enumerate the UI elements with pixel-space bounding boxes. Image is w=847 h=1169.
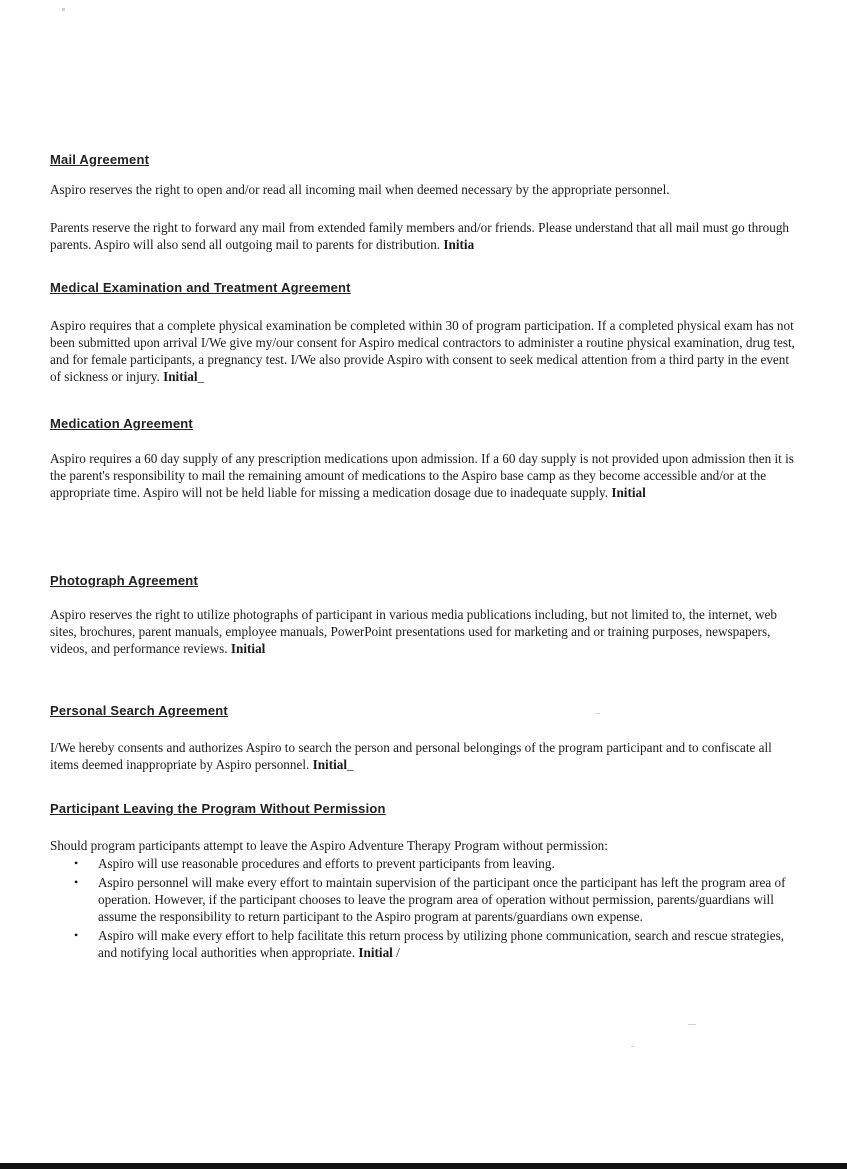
medical-agreement-initial: Initial bbox=[163, 369, 198, 384]
leaving-program-bullet-2: Aspiro personnel will make every effort to maintain supervision of the participant once the participant has left the program area of operation. However, if the participant chooses to leave the program area of operation without permission, parents/guardians will assume the responsibility to return participant to the Aspiro program at parents/guardians own expense. bbox=[98, 875, 786, 924]
mail-agreement-paragraph-1: Aspiro reserves the right to open and/or read all incoming mail when deemed necessary by the appropriate personnel. bbox=[50, 182, 670, 197]
personal-search-paragraph: I/We hereby consents and authorizes Aspiro to search the person and personal belongings of the program participant and to confiscate all items deemed inappropriate by Aspiro personnel. Initial_ bbox=[50, 740, 772, 772]
medication-agreement-text: Aspiro requires a 60 day supply of any prescription medications upon admission. If a 60 day supply is not provided upon admission then it is the parent's responsibility to mail the remaining amount of medications to the Aspiro base camp as they become accessible and/or at the appropriate time. Aspiro will not be held liable for missing a medication dosage due to inadequate supply. bbox=[50, 451, 794, 500]
mail-agreement-heading: Mail Agreement bbox=[50, 152, 150, 167]
photograph-agreement-heading: Photograph Agreement bbox=[50, 573, 198, 588]
medical-agreement-text: Aspiro requires that a complete physical examination be completed within 30 of program participation. If a completed physical exam has not been submitted upon arrival I/We give my/our consent for Aspiro medical contractors to administer a routine physical examination, drug test, and for female participants, a pregnancy test. I/We also provide Aspiro with consent to seek medical attention from a third party in the event of sickness or injury. bbox=[50, 318, 795, 384]
bullet-icon: • bbox=[74, 875, 79, 889]
photograph-agreement-initial: Initial bbox=[230, 641, 266, 656]
list-item: • Aspiro will make every effort to help facilitate this return process by utilizing phone communication, search and rescue strategies, and notifying local authorities when appropriate. Initial / bbox=[74, 928, 785, 960]
scan-speck bbox=[631, 1046, 634, 1047]
scan-speck bbox=[62, 8, 65, 11]
mail-agreement-initial: Initia bbox=[443, 237, 475, 252]
medication-agreement-heading: Medication Agreement bbox=[50, 416, 193, 431]
mail-agreement-paragraph-2 bbox=[50, 219, 802, 253]
leaving-program-intro: Should program participants attempt to leave the Aspiro Adventure Therapy Program without permission: bbox=[50, 838, 608, 853]
leaving-program-bullet-list bbox=[50, 855, 806, 963]
personal-search-heading: Personal Search Agreement bbox=[50, 703, 228, 718]
medical-agreement-paragraph: Aspiro requires that a complete physical examination be completed within 30 of program participation. If a completed physical exam has not been submitted upon arrival I/We give my/our consent for Aspiro medical contractors to administer a routine physical examination, drug test, and for female participants, a pregnancy test. I/We also provide Aspiro with consent to seek medical attention from a third party in the event of sickness or injury. Initial_ bbox=[50, 318, 795, 384]
leaving-program-initial: Initial bbox=[358, 945, 393, 960]
personal-search-initial: Initial bbox=[312, 757, 348, 772]
photograph-agreement-paragraph bbox=[50, 606, 802, 657]
medication-agreement-paragraph bbox=[50, 450, 802, 501]
leaving-program-heading: Participant Leaving the Program Without Permission bbox=[50, 801, 386, 816]
leaving-program-bullet-1: Aspiro will use reasonable procedures and efforts to prevent participants from leaving. bbox=[98, 856, 555, 871]
scan-speck bbox=[688, 1024, 696, 1025]
bullet-icon: • bbox=[74, 856, 79, 870]
photograph-agreement-text: Aspiro reserves the right to utilize photographs of participant in various media publications including, but not limited to, the internet, web sites, brochures, parent manuals, employee manuals, PowerPoint presentations used for marketing and or training purposes, newspapers, videos, and performance reviews. bbox=[50, 607, 777, 656]
medication-agreement-initial: Initial bbox=[611, 485, 646, 500]
list-item bbox=[50, 855, 806, 872]
scan-bottom-edge bbox=[0, 1163, 847, 1169]
list-item bbox=[50, 874, 806, 925]
personal-search-text: I/We hereby consents and authorizes Aspiro to search the person and personal belongings of the program participant and to confiscate all items deemed inappropriate by Aspiro personnel. bbox=[50, 740, 772, 772]
mail-agreement-paragraph-2-text: Parents reserve the right to forward any mail from extended family members and/or friends. Please understand that all mail must go through parents. Aspiro will also send all outgoing mail to parents for distribution. bbox=[50, 220, 790, 252]
leaving-program-bullet-3: Aspiro will make every effort to help facilitate this return process by utilizing phone communication, search and rescue strategies, and notifying local authorities when appropriate. bbox=[98, 928, 785, 960]
medical-agreement-heading: Medical Examination and Treatment Agreement bbox=[50, 280, 351, 295]
bullet-icon: • bbox=[74, 928, 79, 942]
scan-speck bbox=[596, 713, 600, 714]
